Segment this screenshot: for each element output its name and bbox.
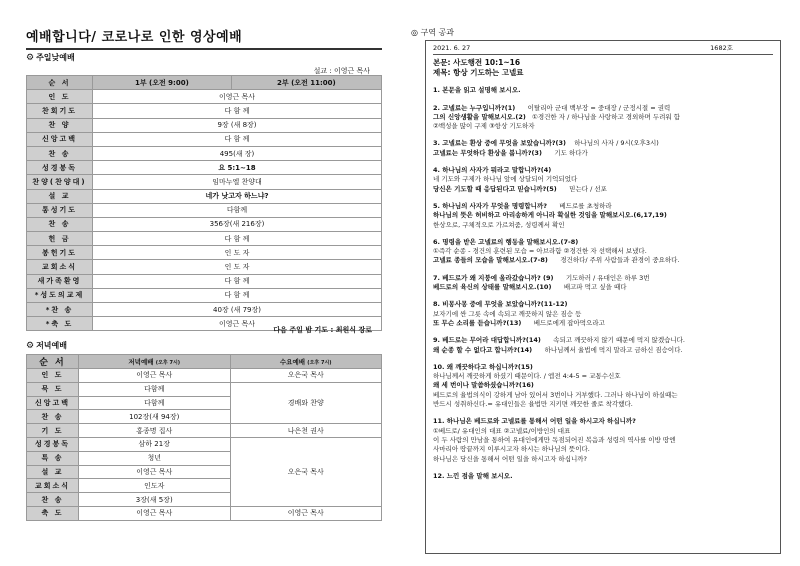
header-evening-time: (오후 7시)	[155, 360, 181, 366]
row-label: 찬 송	[27, 493, 79, 507]
table-row	[27, 246, 382, 260]
study-dateline	[433, 44, 773, 53]
answer-text: 베드로를 초청하라	[559, 201, 612, 210]
row-label: 신앙고백	[27, 132, 93, 146]
question-10	[433, 363, 773, 409]
table-row	[27, 118, 382, 132]
row-value: 9장 (새 8장)	[93, 118, 382, 132]
answer-text: 경건하다/ 주위 사람들과 관경이 중요하다.	[560, 256, 680, 265]
question-text: 9. 베드로는 무어라 대답합니까?(14)	[433, 336, 541, 345]
row-label: 교회소식	[27, 260, 93, 274]
wednesday-value: 오은국 목사	[230, 437, 382, 506]
row-value: 인 도 자	[93, 246, 382, 260]
answer-text: 기도 하다가	[554, 148, 588, 157]
header-second-service: 2부 (오전 11:00)	[231, 76, 381, 90]
question-12	[433, 472, 773, 481]
lesson-subject: 제목: 항상 기도하는 고넬료	[433, 68, 524, 78]
answer-text: 배고파 먹고 싶을 때다	[563, 283, 627, 292]
row-label: 축 도	[27, 506, 79, 520]
answer-text: 사마리아 땅끝까지 이루시고자 하시는 하나님의 뜻이다.	[433, 445, 590, 454]
row-label: 성경봉독	[27, 437, 79, 451]
table-row	[27, 90, 382, 104]
table-row	[27, 189, 382, 203]
row-value: 다 함 께	[93, 274, 382, 288]
table-row	[27, 382, 382, 396]
row-label: 찬회기도	[27, 104, 93, 118]
table-row	[27, 161, 382, 175]
row-label: 인 도	[27, 90, 93, 104]
study-section-heading: ◎ 구역 공과	[411, 28, 454, 37]
morning-section-label: 주일낮예배	[36, 53, 75, 62]
wednesday-value: 나은천 권사	[230, 424, 382, 438]
question-text: 왜 순종 할 수 없다고 합니까?(14)	[433, 345, 533, 354]
row-label: 찬양(찬양대)	[27, 175, 93, 189]
question-text: 8. 비몽사몽 중에 무엇을 보았습니까?(11-12)	[433, 300, 568, 309]
header-wednesday	[230, 355, 382, 369]
row-label: 찬 송	[27, 410, 79, 424]
question-text: 2. 고넬료는 누구입니까?(1)	[433, 103, 516, 112]
question-text: 왜 세 번이나 말씀하셨습니까?(16)	[433, 381, 534, 390]
row-label: 성경봉독	[27, 161, 93, 175]
question-9	[433, 336, 773, 355]
table-header-row	[27, 355, 382, 369]
question-7	[433, 274, 773, 293]
row-label: 찬 송	[27, 217, 93, 231]
row-label: 인 도	[27, 369, 79, 383]
table-row	[27, 217, 382, 231]
table-row	[27, 132, 382, 146]
next-prayer-note: 다음 주일 밤 기도 : 최원식 장로	[273, 326, 372, 334]
question-text: 10. 왜 깨끗하다고 하십니까?(15)	[433, 362, 533, 371]
row-label: 새가족환영	[27, 274, 93, 288]
row-label: 찬 송	[27, 146, 93, 160]
question-text: 1. 본문을 읽고 설명해 보시오.	[433, 86, 521, 95]
answer-text: 믿는다 / 선포	[569, 184, 607, 193]
row-value: 356장(새 216장)	[93, 217, 382, 231]
evening-value: 이영근 목사	[79, 465, 231, 479]
answer-text: ①경건한 자 / 하나님을 사랑하고 경외하며 두려워 함	[532, 112, 681, 121]
row-label: 묵 도	[27, 382, 79, 396]
study-box	[425, 40, 781, 554]
answer-text: 보자기에 싼 그릇 속에 속되고 깨끗하지 않은 짐승 등	[433, 309, 582, 318]
header-wednesday-label: 수요예배	[279, 358, 306, 366]
row-value: 다 함 께	[93, 132, 382, 146]
row-value: 요 5:1~18	[93, 161, 382, 175]
wednesday-value: 경배와 찬양	[230, 382, 382, 423]
row-value: 인 도 자	[93, 260, 382, 274]
evening-value: 다함께	[79, 396, 231, 410]
row-label: *축 도	[27, 317, 93, 331]
evening-value: 삼하 21장	[79, 437, 231, 451]
row-label: 설 교	[27, 189, 93, 203]
row-label: *찬 송	[27, 303, 93, 317]
question-2	[433, 104, 773, 132]
gear-icon: ⚙	[26, 340, 35, 351]
row-value: 40장 (새 79장)	[93, 303, 382, 317]
evening-value: 홍종명 집사	[79, 424, 231, 438]
question-text: 또 무슨 소리를 듣습니까?(13)	[433, 318, 522, 327]
evening-worship-table	[26, 354, 382, 521]
question-text: 당신은 기도할 때 응답된다고 믿습니까?(5)	[433, 184, 557, 193]
table-row	[27, 424, 382, 438]
table-row	[27, 104, 382, 118]
question-text: 6. 명령을 받은 고넬료의 행동을 말해보시오.(7-8)	[433, 237, 579, 246]
row-value: 이영근 목사	[93, 317, 382, 331]
answer-text: 이탈리아 군대 백부장 = 중대장 / 군정시절 = 권력	[527, 103, 671, 112]
evening-value: 다함께	[79, 382, 231, 396]
header-evening-label: 저녁예배	[128, 358, 154, 366]
table-row	[27, 369, 382, 383]
table-row	[27, 146, 382, 160]
question-8	[433, 300, 773, 328]
answer-text: 기도하러 / 유대인은 하루 3번	[565, 273, 650, 282]
table-header-row	[27, 76, 382, 90]
evening-value: 102장(새 94장)	[79, 410, 231, 424]
row-value: 이영근 목사	[93, 90, 382, 104]
evening-value: 이영근 목사	[79, 506, 231, 520]
row-value: 임마누엘 찬양대	[93, 175, 382, 189]
table-row	[27, 303, 382, 317]
sermon-title: 네가 낫고자 하느냐?	[93, 189, 382, 203]
row-label: 통성기도	[27, 203, 93, 217]
row-label: 설 교	[27, 465, 79, 479]
page-title: 예배합니다/ 코로나로 인한 영상예배	[26, 26, 382, 50]
answer-text: ①베드로/ 유대인의 대표 ②고넬료/이방인의 대표	[433, 426, 571, 435]
question-text: 11. 하나님은 베드로와 고넬료를 통해서 어떤 일을 하시고자 하십니까?	[433, 417, 636, 426]
row-label: 찬 양	[27, 118, 93, 132]
header-first-service: 1부 (오전 9:00)	[93, 76, 232, 90]
question-text: 5. 하나님의 사자가 무엇을 명령합니까?	[433, 201, 547, 210]
question-text: 4. 하나님의 사자가 뭐라고 말합니까?(4)	[433, 166, 552, 175]
question-text: 그의 신앙생활을 말해보시오.(2)	[433, 112, 526, 121]
table-row	[27, 175, 382, 189]
table-row	[27, 260, 382, 274]
wednesday-value: 이영근 목사	[230, 506, 382, 520]
row-label: 헌 금	[27, 232, 93, 246]
question-text: 7. 베드로가 왜 지붕에 올라갔습니까? (9)	[433, 273, 554, 282]
wednesday-value: 오은국 목사	[230, 369, 382, 383]
question-3	[433, 139, 773, 158]
answer-text: 한상으로, 구체적으로 가르쳐줌, 성령께서 확인	[433, 220, 565, 229]
row-value: 다함께	[93, 203, 382, 217]
table-row	[27, 437, 382, 451]
row-label: 봉헌기도	[27, 246, 93, 260]
preacher-line: 설교 : 이영근 목사	[313, 67, 370, 75]
answer-text: ②백성을 많이 구제 ③항상 기도하자	[433, 122, 535, 131]
header-evening	[79, 355, 231, 369]
morning-section-heading	[26, 52, 75, 63]
answer-text: 하나님께서 율법에 먹지 말라고 금하신 짐승이다.	[544, 345, 683, 354]
divider	[433, 54, 773, 55]
table-row	[27, 232, 382, 246]
question-6	[433, 238, 773, 266]
question-text: 3. 고넬료는 환상 중에 무엇을 보았습니까?(3)	[433, 139, 567, 148]
row-label: *성도의교제	[27, 288, 93, 302]
answer-text: 하나님의 사자 / 9시(오후3시)	[574, 139, 659, 148]
answer-text: ①즉각 순종 - 경건의 훈련된 모습 = 아브라함 ②경건한 자 선택해서 보냈다.	[433, 247, 647, 256]
question-text: 베드로의 육신의 상태를 말해보시오.(10)	[433, 283, 552, 292]
scripture-text: 본문: 사도행전 10:1~16	[433, 58, 521, 68]
table-row	[27, 274, 382, 288]
question-5	[433, 202, 773, 230]
row-label: 특 송	[27, 451, 79, 465]
answer-text: 하나님께서 깨끗하게 하셨기 때문이다. / 엡전 4:4-5 = 교통수신호	[433, 372, 621, 381]
header-order: 순 서	[27, 76, 93, 90]
row-value: 다 함 께	[93, 104, 382, 118]
header-wednesday-time: (오후 7시)	[307, 360, 332, 366]
evening-section-label: 저녁예배	[36, 341, 67, 350]
evening-section-heading	[26, 340, 67, 351]
evening-value: 청년	[79, 451, 231, 465]
evening-value: 인도자	[79, 479, 231, 493]
gear-icon: ⚙	[26, 52, 35, 63]
question-text: 하나님의 뜻은 허비하고 아리송하게 아니라 확실한 것임을 말해보시오.(6,17,19)	[433, 211, 667, 220]
morning-worship-table	[26, 75, 382, 331]
question-text: 고넬료는 무엇하다 환상을 봅니까?(3)	[433, 148, 542, 157]
issue-number: 1682호	[710, 44, 733, 52]
answer-text: 하나님은 당신을 통해서 어떤 일을 하시고자 하십니까?	[433, 454, 587, 463]
answer-text: 반드시 성취하신다.= 유대인들은 율법만 지키면 깨끗한 줄로 착각했다.	[433, 400, 633, 409]
row-value: 다 함 께	[93, 288, 382, 302]
answer-text: 베드로에게 잡아먹으라고	[533, 318, 605, 327]
table-row	[27, 506, 382, 520]
row-label: 기 도	[27, 424, 79, 438]
question-4	[433, 166, 773, 194]
question-11	[433, 417, 773, 463]
answer-text: 베드로의 율법의식이 강하게 남아 있어서 3번이나 거부했다. 그러나 하나님이 하실때는	[433, 390, 678, 399]
answer-text: 이 두 사람의 만남을 통하여 유대인에게만 독점되어진 복음과 성령의 역사를 이방 땅엔	[433, 435, 676, 444]
evening-value: 3장(새 5장)	[79, 493, 231, 507]
question-text: 고넬료 종들의 모습을 말해보시오.(7-8)	[433, 256, 548, 265]
row-label: 교회소식	[27, 479, 79, 493]
study-date: 2021. 6. 27	[433, 44, 471, 52]
table-row	[27, 288, 382, 302]
evening-value: 이영근 목사	[79, 369, 231, 383]
row-label: 신앙고백	[27, 396, 79, 410]
answer-text: 속되고 깨끗하지 않기 때문에 먹지 않겠습니다.	[553, 336, 685, 345]
row-value: 다 함 께	[93, 232, 382, 246]
question-1	[433, 86, 773, 95]
answer-text: 네 기도와 구제가 하나님 앞에 상달되어 기억되었다	[433, 175, 578, 184]
header-order: 순 서	[27, 355, 79, 369]
question-text: 12. 느낀 점을 말해 보시오.	[433, 471, 513, 480]
row-value: 495(새 장)	[93, 146, 382, 160]
table-row	[27, 203, 382, 217]
